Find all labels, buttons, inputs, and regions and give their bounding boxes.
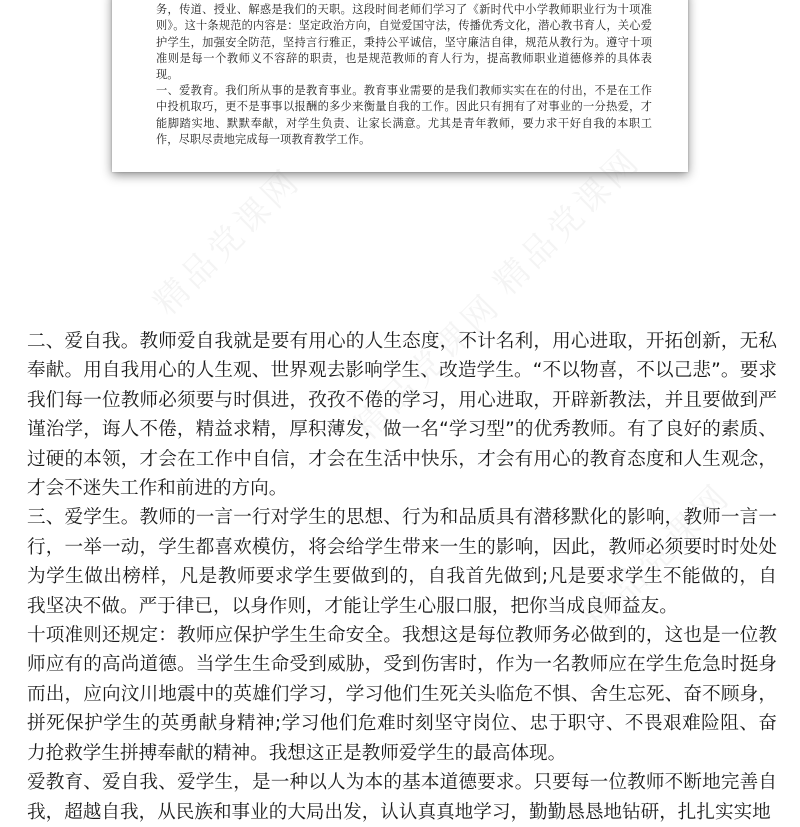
body-paragraph: 爱教育、爱自我、爱学生，是一种以人为本的基本道德要求。只要每一位教师不断地完善自我，超越自我，从民族和事业的大局出发，认认真真地学习，勤勤恳恳地钻研，扎扎实实地 — [27, 772, 777, 823]
body-paragraph: 三、爱学生。教师的一言一行对学生的思想、行为和品质具有潜移默化的影响，教师一言一行，一举一动，学生都喜欢模仿，将会给学生带来一生的影响，因此，教师必须要时时处处为学生做出榜样，凡是教师要求学生要做到的，自我首先做到;凡是要求学生不能做的，自我坚决不做。严于律已，以身作则，才能让学生心服口服，把你当成良师益友。 — [27, 507, 777, 617]
watermark: 精品党课网 — [346, 285, 509, 449]
embedded-paragraph: 一、爱教育。我们所从事的是教育事业。教育事业需要的是我们教师实实在在的付出，不是在工作中投机取巧，更不是事事以报酬的多少来衡量自我的工作。因此只有拥有了对事业的一分热爱，才能脚踏实地、默默奉献，对学生负责、让家长满意。尤其是青年教师，要力求干好自我的本职工作，尽职尽责地完成每一项教育教学工作。 — [156, 84, 652, 146]
body-paragraph: 二、爱自我。教师爱自我就是要有用心的人生态度，不计名利，用心进取，开拓创新，无私奉献。用自我用心的人生观、世界观去影响学生、改造学生。“不以物喜，不以己悲”。要求我们每一位教师必须要与时俱进，孜孜不倦的学习，用心进取，开辟新教法，并且要做到严谨治学，诲人不倦，精益求精，厚积薄发，做一名“学习型”的优秀教师。有了良好的素质、过硬的本领，才会在工作中自信，才会在生活中快乐，才会有用心的教育态度和人生观念，才会不迷失工作和前进的方向。 — [27, 331, 777, 500]
embedded-page-text — [156, 0, 652, 148]
watermark: 精品党课网 — [486, 140, 649, 304]
watermark: 精品党课网 — [576, 475, 739, 639]
body-paragraph: 十项准则还规定：教师应保护学生生命安全。我想这是每位教师务必做到的，这也是一位教师应有的高尚道德。当学生生命受到威胁，受到伤害时，作为一名教师应在学生危急时挺身而出，应向汶川地震中的英雄们学习，学习他们生死关头临危不惧、舍生忘死、奋不顾身，拼死保护学生的英勇献身精神;学习他们危难时刻坚守岗位、忠于职守、不畏艰难险阻、奋力抢救学生拼搏奉献的精神。我想这正是教师爱学生的最高体现。 — [27, 625, 777, 764]
embedded-page-image — [112, 0, 688, 172]
document-body — [27, 327, 777, 827]
embedded-paragraph: 务，传道、授业、解惑是我们的天职。这段时间老师们学习了《新时代中小学教师职业行为十项准则》。这十条规范的内容是：坚定政治方向，自觉爱国守法，传播优秀文化，潜心教书育人，关心爱护学生，加强安全防范，坚持言行雅正，秉持公平诚信，坚守廉洁自律，规范从教行为。遵守十项准则是每一个教师义不容辞的职责，也是规范教师的育人行为，提高教师职业道德修养的具体表现。 — [156, 3, 652, 82]
watermark: 精品党课网 — [146, 160, 309, 324]
